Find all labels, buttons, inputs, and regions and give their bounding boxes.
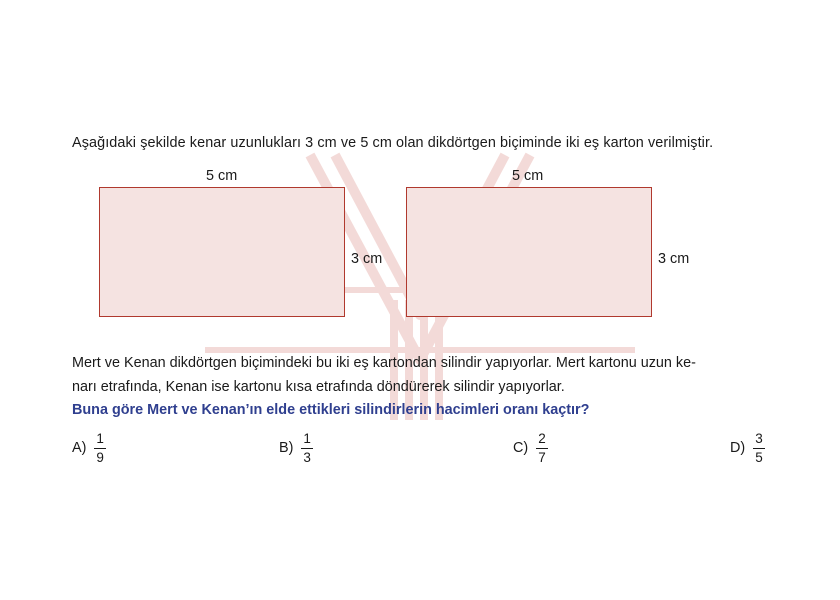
problem-intro: Aşağıdaki şekilde kenar uzunlukları 3 cm ve 5 cm olan dikdörtgen biçiminde iki eş karton verilmiştir. bbox=[72, 135, 714, 151]
option-b-denominator: 3 bbox=[303, 449, 311, 465]
option-b-fraction bbox=[301, 432, 313, 465]
option-a[interactable] bbox=[72, 428, 106, 468]
option-c-letter: C) bbox=[513, 440, 529, 456]
right-rect-height-label: 3 cm bbox=[658, 251, 690, 267]
question-text: Buna göre Mert ve Kenan’ın elde ettikleri silindirlerin hacimleri oranı kaçtır? bbox=[72, 402, 590, 418]
right-rectangle bbox=[406, 187, 652, 317]
option-c-fraction bbox=[536, 432, 548, 465]
option-d[interactable] bbox=[730, 428, 765, 468]
option-b[interactable] bbox=[279, 428, 313, 468]
option-a-fraction bbox=[94, 432, 106, 465]
option-b-numerator: 1 bbox=[301, 432, 313, 449]
left-rect-width-label: 5 cm bbox=[206, 168, 238, 184]
right-rect-width-label: 5 cm bbox=[512, 168, 544, 184]
option-b-letter: B) bbox=[279, 440, 294, 456]
option-d-letter: D) bbox=[730, 440, 746, 456]
option-c-numerator: 2 bbox=[536, 432, 548, 449]
problem-paragraph-line-1: Mert ve Kenan dikdörtgen biçimindeki bu iki eş kartondan silindir yapıyorlar. Mert kartonu uzun ke- bbox=[72, 355, 696, 371]
option-c-denominator: 7 bbox=[538, 449, 546, 465]
option-d-fraction bbox=[753, 432, 765, 465]
left-rectangle bbox=[99, 187, 345, 317]
option-d-numerator: 3 bbox=[753, 432, 765, 449]
option-d-denominator: 5 bbox=[755, 449, 763, 465]
option-c[interactable] bbox=[513, 428, 548, 468]
option-a-denominator: 9 bbox=[96, 449, 104, 465]
option-a-numerator: 1 bbox=[94, 432, 106, 449]
option-a-letter: A) bbox=[72, 440, 87, 456]
left-rect-height-label: 3 cm bbox=[351, 251, 383, 267]
problem-paragraph-line-2: narı etrafında, Kenan ise kartonu kısa etrafında döndürerek silindir yapıyorlar. bbox=[72, 379, 565, 395]
